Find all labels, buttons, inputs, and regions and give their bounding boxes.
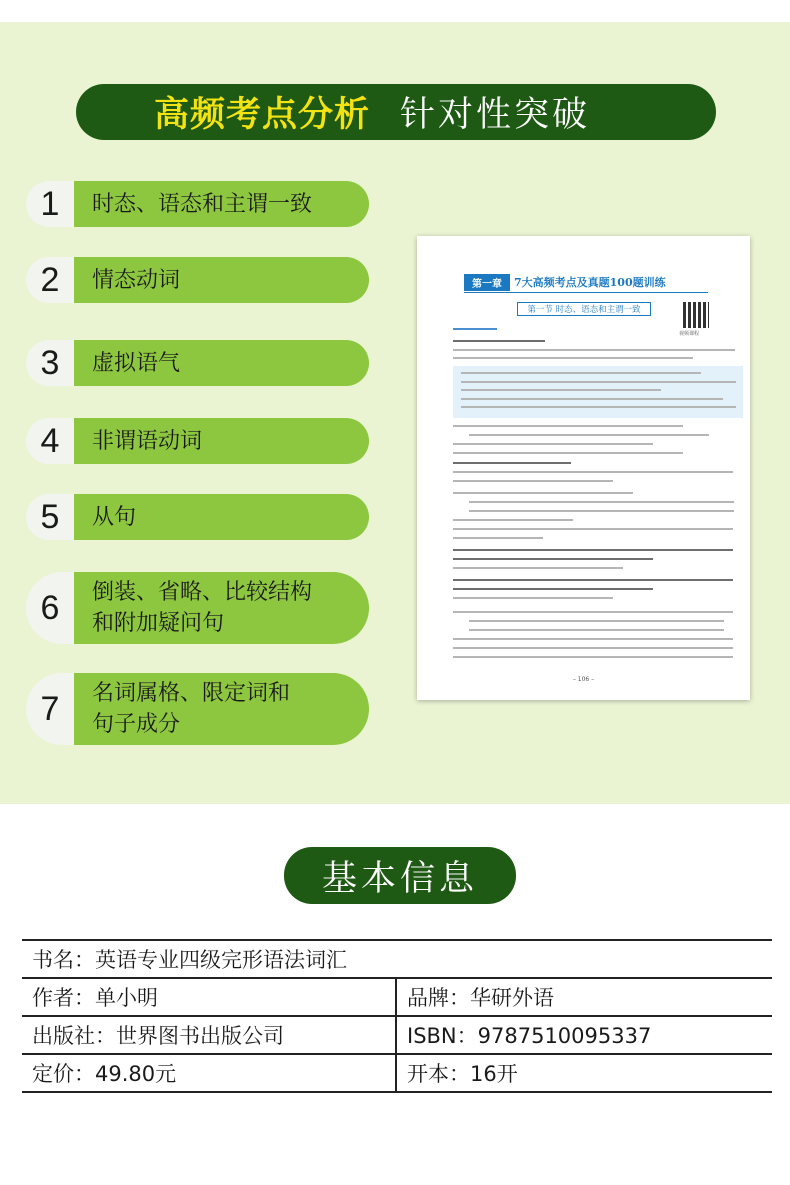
table-row (22, 940, 772, 978)
topic-number: 2 (26, 257, 74, 303)
topic-number: 6 (26, 572, 74, 644)
topic-number: 5 (26, 494, 74, 540)
topic-label: 非谓语动词 (74, 418, 369, 464)
brand-cell: 品牌：华研外语 (396, 978, 772, 1016)
topic-label: 时态、语态和主谓一致 (74, 181, 369, 227)
price-cell: 定价：49.80元 (22, 1054, 396, 1092)
sample-page-image (417, 236, 750, 700)
banner-rest-text: 针对性突破 (400, 95, 591, 135)
qr-code-icon (683, 302, 709, 328)
table-row (22, 1054, 772, 1092)
topic-number: 1 (26, 181, 74, 227)
topic-number: 4 (26, 418, 74, 464)
isbn-cell: ISBN：9787510095337 (396, 1016, 772, 1054)
basic-info-banner (284, 847, 516, 904)
qr-label: 视频课程 (679, 331, 700, 337)
basic-info-title: 基本信息 (321, 858, 478, 899)
analysis-banner (76, 84, 716, 140)
topic-label: 名词属格、限定词和 句子成分 (74, 673, 369, 745)
section-title: 第一节 时态、语态和主谓一致 (517, 302, 651, 316)
publisher-cell: 出版社：世界图书出版公司 (22, 1016, 396, 1054)
topic-label: 情态动词 (74, 257, 369, 303)
topic-label: 从句 (74, 494, 369, 540)
book-info-table (22, 939, 772, 1093)
banner-highlight-text: 高频考点分析 (154, 95, 371, 135)
table-row (22, 1016, 772, 1054)
book-name-cell: 书名：英语专业四级完形语法词汇 (22, 940, 772, 978)
topic-label: 倒装、省略、比较结构 和附加疑问句 (74, 572, 369, 644)
topic-number: 3 (26, 340, 74, 386)
table-row (22, 978, 772, 1016)
topic-label: 虚拟语气 (74, 340, 369, 386)
chapter-title: 7大高频考点及真题100题训练 (514, 276, 666, 289)
page-number: – 106 – (572, 676, 595, 683)
topic-number: 7 (26, 673, 74, 745)
format-cell: 开本：16开 (396, 1054, 772, 1092)
chapter-tag: 第一章 (464, 274, 510, 291)
author-cell: 作者：单小明 (22, 978, 396, 1016)
